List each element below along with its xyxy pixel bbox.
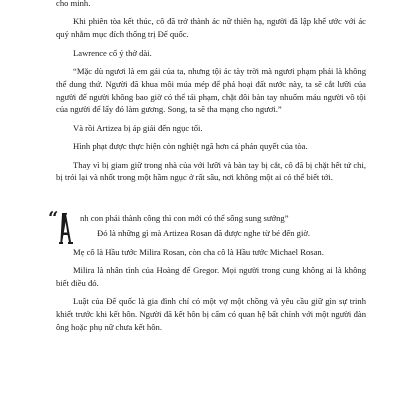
chapter-opening (48, 207, 366, 246)
paragraph: Thay vì bị giam giữ trong nhà của với lưỡi và bàn tay bị cắt, cô đã bị chặt hết tứ chi, bị trói lại và nhốt trong một hầm ngục ở rất sâu, nơi không một ai có thể biết tới. (56, 159, 366, 183)
paragraph: Hình phạt được thực hiện còn nghiệt ngã hơn cả phán quyết của tòa. (73, 141, 308, 152)
paragraph: Lawrence cố ý thở dài. (73, 47, 152, 58)
drop-cap-letter-icon (58, 212, 74, 246)
drop-cap (58, 212, 74, 246)
open-quote-mark: “ (48, 207, 59, 229)
paragraph-drop (56, 212, 366, 225)
paragraph: Và rồi Artizea bị áp giải đến ngục tối. (73, 122, 203, 133)
paragraph: Milira là nhân tình của Hoàng đế Gregor. Mọi người trong cung không ai là không biết điều đó. (56, 265, 366, 288)
paragraph: “Mặc dù ngươi là em gái của ta, nhưng tội ác tày trời mà ngươi phạm phải là không thể dung thứ. Người đã khua môi múa mép để phá hoại đất nước này, ta sẽ cắt lưỡi của người để người không bao giờ có thể tái phạm, chặt đôi bàn tay nhuốm máu người vô tội của người để lấy đó làm gương. Song, ta sẽ tha mạng cho ngươi.” (56, 65, 366, 115)
paragraph: Đó là những gì mà Artizea Rosan đã được nghe từ bé đến giờ. (97, 227, 311, 238)
paragraph: Mẹ cô là Hầu tước Milira Rosan, còn cha cô là Hầu tước Michael Rosan. (73, 246, 324, 257)
paragraph-drop-text: nh con phải thành công thì con mới có thể sống sung sướng” (80, 212, 289, 223)
paragraph: Khi phiên tòa kết thúc, cô đã trở thành ác nữ thiên hạ, người đã lập khế ước với ác quỷ nhằm mục đích thống trị Đế quốc. (56, 16, 366, 40)
section-break (56, 190, 366, 212)
paragraph: cho minh. (56, 0, 91, 8)
paragraph: Luật của Đế quốc là gia đình chỉ có một vợ một chồng và yêu cầu giữ gìn sự trinh khiết trước khi kết hôn. Người đã kết hôn bị cấm có quan hệ bất chính với một người đàn ông hoặc phụ nữ chưa kết hôn. (56, 296, 366, 332)
